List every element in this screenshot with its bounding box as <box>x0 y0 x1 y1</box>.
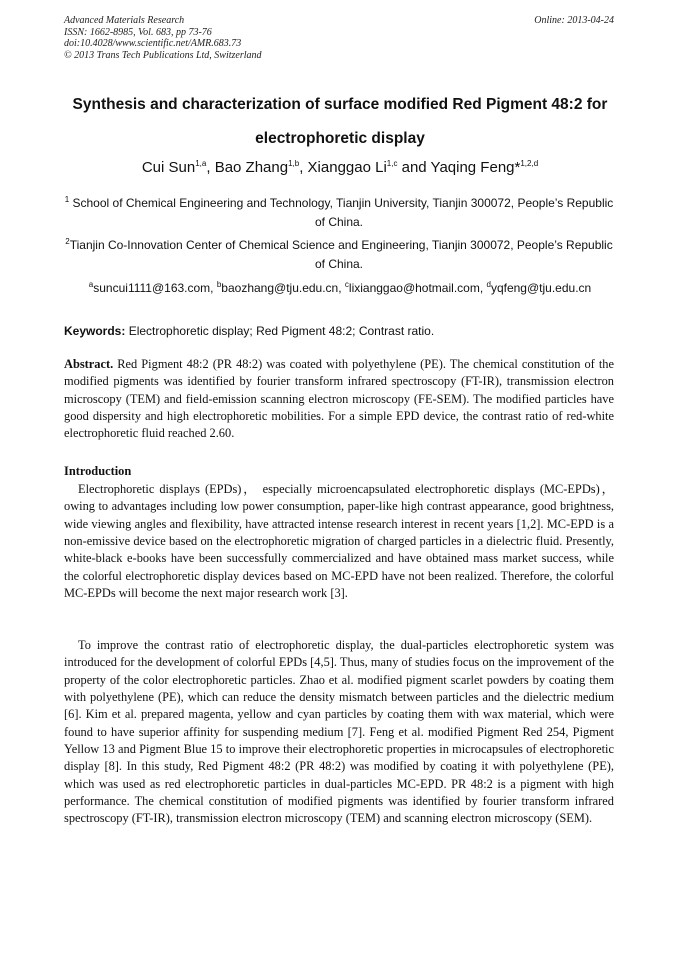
email-separator: , <box>479 281 487 295</box>
email-address[interactable]: lixianggao@hotmail.com <box>348 281 480 295</box>
author-name: Cui Sun <box>141 159 196 176</box>
author-separator: , <box>206 159 215 176</box>
affiliation-text: Tianjin Co-Innovation Center of Chemical Science and Engineering, Tianjin 300072, People’s Republic of China. <box>69 238 613 271</box>
author-affiliation-mark: 1,a <box>195 159 207 168</box>
author-affiliation-mark: 1,b <box>288 159 300 168</box>
email-address[interactable]: suncui1111@163.com <box>93 281 211 295</box>
email-list <box>40 279 640 298</box>
author-affiliation-mark: 1,2,d <box>520 159 539 168</box>
email-address[interactable]: baozhang@tju.edu.cn <box>221 281 339 295</box>
author-separator: and <box>397 159 431 176</box>
email-separator: , <box>338 281 345 295</box>
author-name: Yaqing Feng* <box>430 159 521 176</box>
affiliation-2 <box>64 236 614 274</box>
introduction-paragraph: To improve the contrast ratio of electrophoretic display, the dual-particles electrophoretic system was introduced for the development of colorful EPDs [4,5]. Thus, many of studies focus on the improvement of the property of the color electrophoretic particles. Zhao et al. modified pigment scarlet powders by coating them with polyethylene (PE), which can reduce the density mismatch between particles and the dielectric medium [6]. Kim et al. prepared magenta, yellow and cyan particles by coating them with wax material, which were found to have superior affinity for suspending medium [7]. Feng et al. modified Pigment Red 254, Pigment Yellow 13 and Pigment Blue 15 to improve their electrophoretic properties in microcapsules of electrophoretic display [8]. In this study, Red Pigment 48:2 (PR 48:2) was modified by coating it with polyethylene (PE), which was used as red electrophoretic particles in dual-particles MC-EPD. PR 48:2 is a pigment with high performance. The chemical constitution of modified pigments was identified by fourier transform infrared spectroscopy (FT-IR), transmission electron microscopy (TEM) and scanning electron microscopy (SEM). <box>64 638 614 826</box>
email-mark: c <box>344 280 349 289</box>
email-mark: b <box>216 280 222 289</box>
keywords-label: Keywords: <box>64 324 126 338</box>
online-date: Online: 2013-04-24 <box>534 15 614 26</box>
journal-header <box>64 15 614 61</box>
copyright-line: © 2013 Trans Tech Publications Ltd, Switzerland <box>64 49 262 61</box>
abstract-paragraph <box>64 356 614 443</box>
email-address[interactable]: yqfeng@tju.edu.cn <box>490 281 592 295</box>
email-mark: a <box>88 280 94 289</box>
issn-line: ISSN: 1662-8985, Vol. 683, pp 73-76 <box>64 26 212 38</box>
journal-name: Advanced Materials Research <box>64 15 185 26</box>
affiliation-mark: 2 <box>65 237 70 246</box>
author-name: Bao Zhang <box>214 159 289 176</box>
affiliation-mark: 1 <box>64 195 70 204</box>
author-separator: , <box>299 159 308 176</box>
keywords-text: Electrophoretic display; Red Pigment 48:2; Contrast ratio. <box>125 324 435 338</box>
abstract-text: Red Pigment 48:2 (PR 48:2) was coated with polyethylene (PE). The chemical constitution of the modified pigments was identified by fourier transform infrared spectroscopy (FT-IR), transmission electron microscopy (TEM) and field-emission scanning electron microscopy (FE-SEM). The modified particles have good dispersity and high electrophoretic mobilities. For a simple EPD device, the contrast ratio of red-white electrophoretic fluid reached 2.60. <box>64 357 614 441</box>
section-heading-introduction: Introduction <box>64 464 132 478</box>
author-list <box>40 158 640 178</box>
affiliation-text: School of Chemical Engineering and Technology, Tianjin University, Tianjin 300072, People’s Republic of China. <box>69 196 614 229</box>
paper-title: Synthesis and characterization of surface modified Red Pigment 48:2 for electrophoretic display <box>72 96 608 147</box>
abstract-label: Abstract. <box>64 357 114 371</box>
introduction-paragraph: Electrophoretic displays (EPDs)， especially microencapsulated electrophoretic displays (MC-EPDs)，owing to advantages including low power consumption, paper-like high contrast appearance, good brightness, wide viewing angles and flexibility, have attracted intense research interest in recent years [1,2]. MC-EPD is a non-emissive device based on the electrophoretic migration of charged particles in a dielectric fluid. Presently, white-black e-books have been successfully commercialized and have obtained mass market success, while the colorful electrophoretic display devices based on MC-EPD have not been realized. Therefore, the colorful MC-EPDs will become the next major research work [3]. <box>64 482 614 601</box>
doi-line: doi:10.4028/www.scientific.net/AMR.683.73 <box>64 38 242 49</box>
author-name: Xianggao Li <box>307 159 387 176</box>
email-separator: , <box>210 281 217 295</box>
affiliation-1 <box>64 194 614 232</box>
email-mark: d <box>486 280 491 289</box>
author-affiliation-mark: 1,c <box>386 159 398 168</box>
keywords-line <box>64 322 614 340</box>
